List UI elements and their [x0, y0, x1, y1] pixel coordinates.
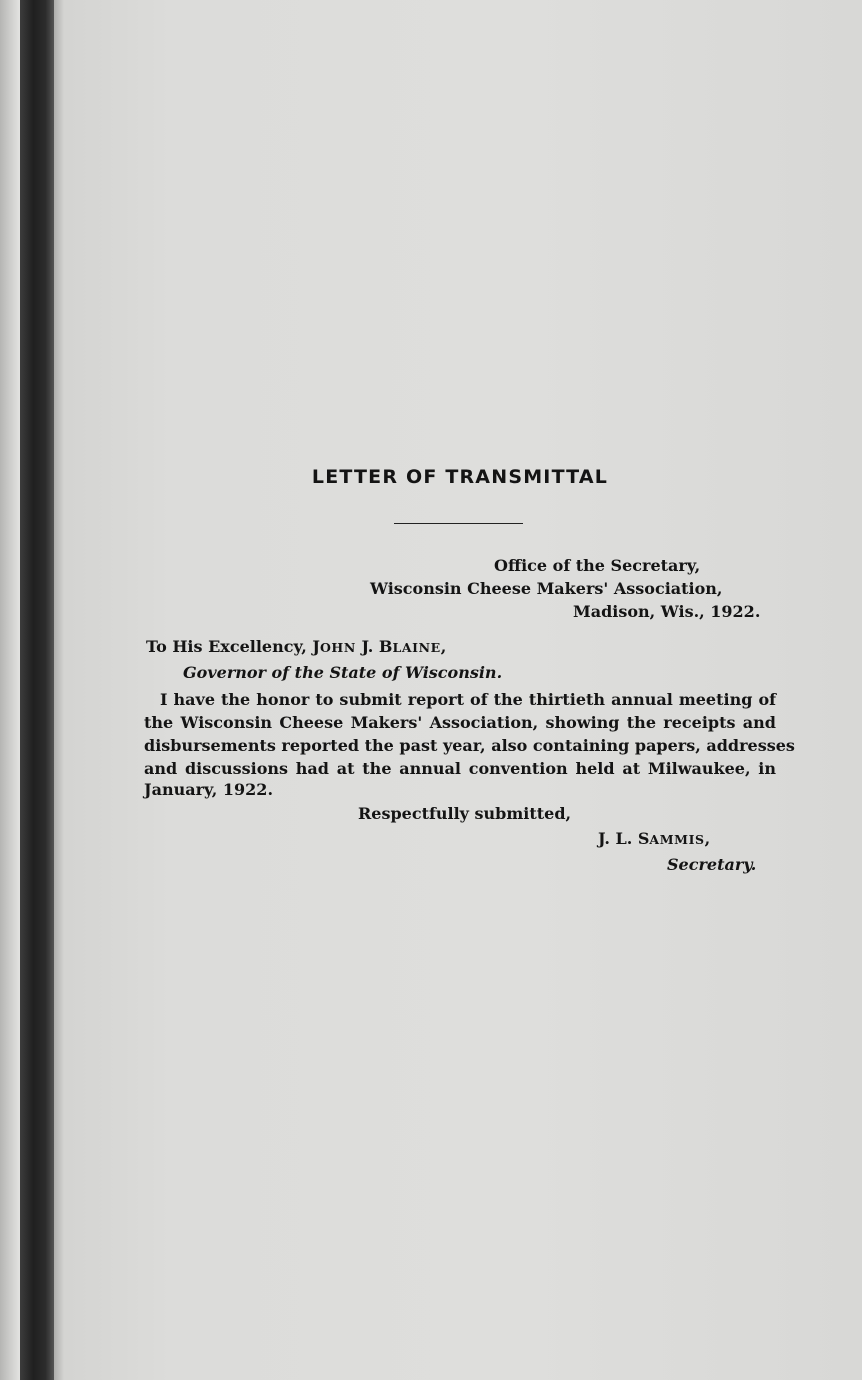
salutation	[146, 637, 446, 656]
salutation-name-rest: OHN	[319, 640, 356, 655]
signature	[598, 829, 710, 848]
letter-title: LETTER OF TRANSMITTAL	[311, 466, 609, 488]
salutation-surname-initial: B	[378, 637, 393, 656]
address-line-1: Office of the Secretary,	[494, 556, 701, 575]
paragraph-line-4: and discussions had at the annual convention held at Milwaukee, in	[144, 759, 776, 778]
signature-surname-rest: AMMIS	[649, 832, 705, 847]
salutation-surname-rest: LAINE	[392, 640, 441, 655]
governor-line: Governor of the State of Wisconsin.	[183, 663, 503, 682]
page-edge	[0, 0, 20, 1380]
paragraph-line-5: January, 1922.	[144, 780, 274, 799]
binding-shadow	[54, 0, 64, 1380]
title-divider	[394, 523, 523, 524]
salutation-suffix: ,	[440, 637, 447, 656]
paragraph-line-3: disbursements reported the past year, also containing papers, addresses	[144, 736, 795, 755]
paragraph-line-2: the Wisconsin Cheese Makers' Association, showing the receipts and	[144, 713, 776, 732]
salutation-middle: J.	[355, 637, 379, 656]
closing: Respectfully submitted,	[358, 804, 572, 823]
address-line-3: Madison, Wis., 1922.	[573, 602, 761, 621]
signature-surname-initial: S	[637, 829, 650, 848]
signature-suffix: ,	[704, 829, 711, 848]
address-line-2: Wisconsin Cheese Makers' Association,	[370, 579, 723, 598]
paragraph-line-1: I have the honor to submit report of the thirtieth annual meeting of	[160, 690, 776, 709]
signature-initials: J. L.	[598, 829, 638, 848]
book-binding	[20, 0, 54, 1380]
signer-title: Secretary.	[667, 855, 757, 874]
salutation-name-initial: J	[312, 637, 320, 656]
salutation-prefix: To His Excellency,	[146, 637, 313, 656]
